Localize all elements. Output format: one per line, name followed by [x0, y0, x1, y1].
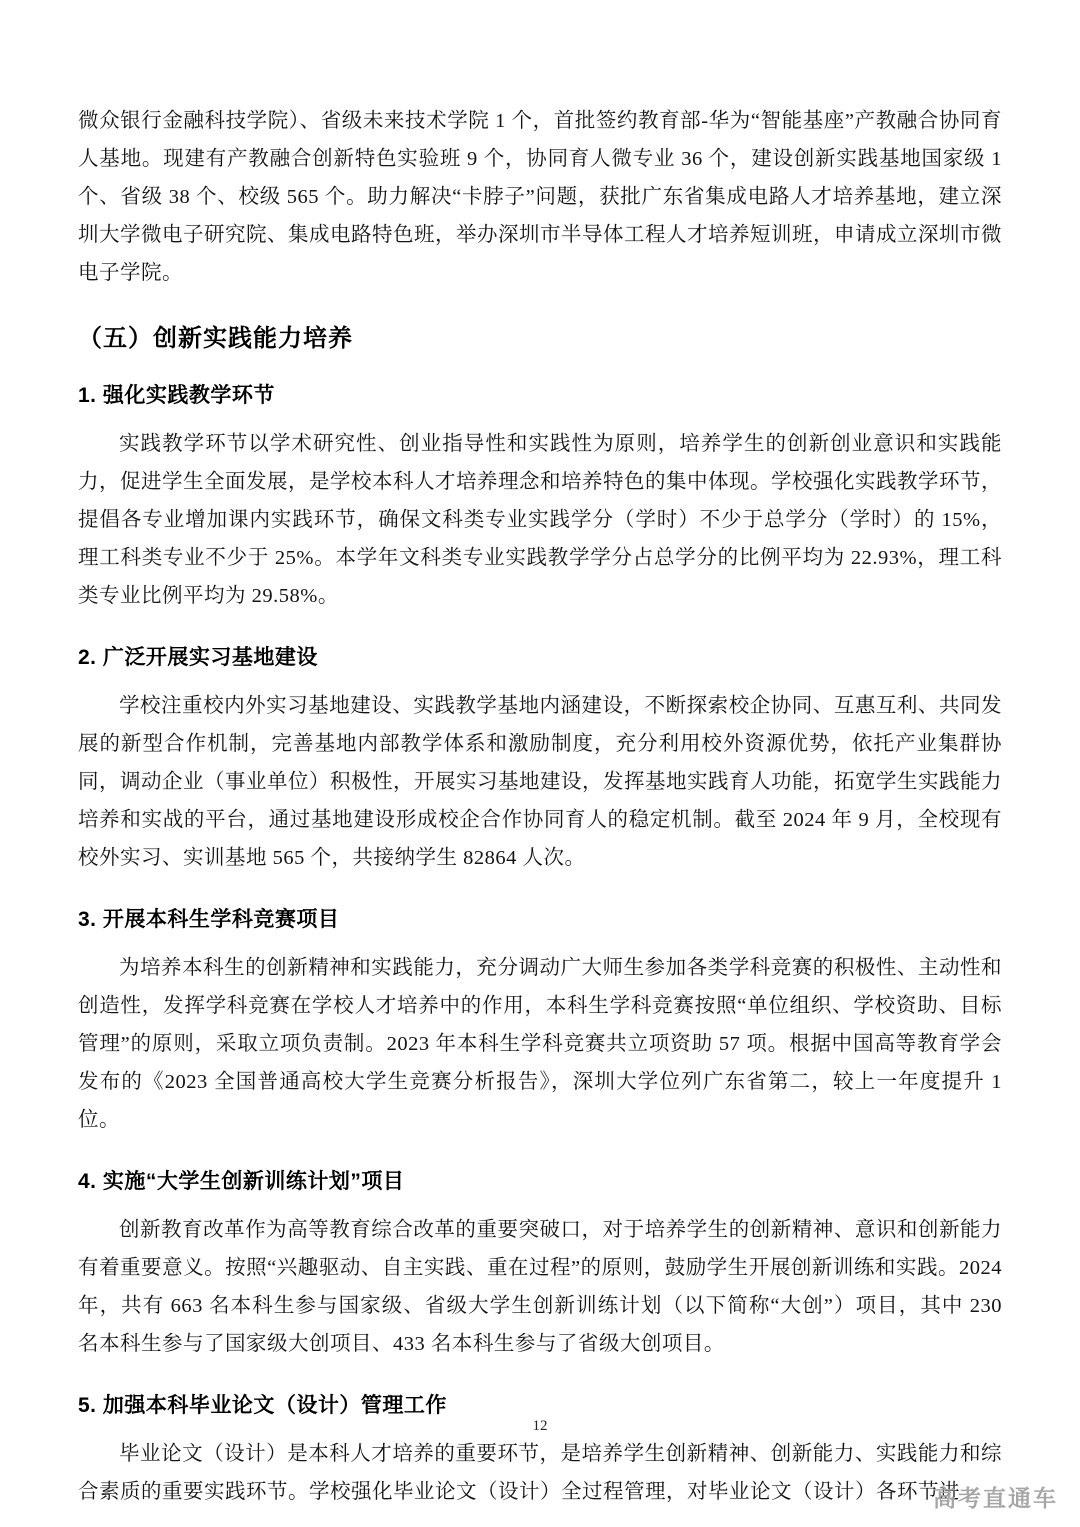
subsection-paragraph-4: 创新教育改革作为高等教育综合改革的重要突破口，对于培养学生的创新精神、意识和创新能力有着重要意义。按照“兴趣驱动、自主实践、重在过程”的原则，鼓励学生开展创新训练和实践。2024 年，共有 663 名本科生参与国家级、省级大学生创新训练计划（以下简称“大创”）项目，其中 230 名本科生参与了国家级大创项目、433 名本科生参与了省级大创项目。 — [78, 1219, 1002, 1355]
subsection-heading-2: 2. 广泛开展实习基地建设 — [78, 646, 318, 669]
intro-paragraph: 微众银行金融科技学院）、省级未来技术学院 1 个，首批签约教育部-华为“智能基座”产教融合协同育人基地。现建有产教融合创新特色实验班 9 个，协同育人微专业 36 个，建设创新实践基地国家级 1 个、省级 38 个、校级 565 个。助力解决“卡脖子”问题，获批广东省集成电路人才培养基地，建立深圳大学微电子研究院、集成电路特色班，举办深圳市半导体工程人才培养短训班，申请成立深圳市微电子学院。 — [78, 110, 1002, 284]
subsection-heading-5: 5. 加强本科毕业论文（设计）管理工作 — [78, 1394, 447, 1417]
page-number: 12 — [532, 1418, 548, 1434]
subsection-paragraph-3: 为培养本科生的创新精神和实践能力，充分调动广大师生参加各类学科竞赛的积极性、主动性和创造性，发挥学科竞赛在学校人才培养中的作用，本科生学科竞赛按照“单位组织、学校资助、目标管理”的原则，采取立项负责制。2023 年本科生学科竞赛共立项资助 57 项。根据中国高等教育学会发布的《2023 全国普通高校大学生竞赛分析报告》，深圳大学位列广东省第二，较上一年度提升 1 位。 — [78, 957, 1002, 1131]
watermark: 高考直通车 — [933, 1485, 1058, 1511]
subsection-heading-4: 4. 实施“大学生创新训练计划”项目 — [78, 1170, 405, 1193]
subsection-paragraph-2: 学校注重校内外实习基地建设、实践教学基地内涵建设，不断探索校企协同、互惠互利、共同发展的新型合作机制，完善基地内部教学体系和激励制度，充分利用校外资源优势，依托产业集群协同，调动企业（事业单位）积极性，开展实习基地建设，发挥基地实践育人功能，拓宽学生实践能力培养和实战的平台，通过基地建设形成校企合作协同育人的稳定机制。截至 2024 年 9 月，全校现有校外实习、实训基地 565 个，共接纳学生 82864 人次。 — [78, 695, 1002, 869]
subsection-heading-3: 3. 开展本科生学科竞赛项目 — [78, 908, 340, 931]
section-heading: （五）创新实践能力培养 — [78, 325, 353, 352]
subsection-paragraph-1: 实践教学环节以学术研究性、创业指导性和实践性为原则，培养学生的创新创业意识和实践能力，促进学生全面发展，是学校本科人才培养理念和培养特色的集中体现。学校强化实践教学环节，提倡各专业增加课内实践环节，确保文科类专业实践学分（学时）不少于总学分（学时）的 15%，理工科类专业不少于 25%。本学年文科类专业实践教学学分占总学分的比例平均为 22.93%，理工科类专业比例平均为 29.58%。 — [78, 433, 1002, 607]
subsection-paragraph-5: 毕业论文（设计）是本科人才培养的重要环节，是培养学生创新精神、创新能力、实践能力和综合素质的重要实践环节。学校强化毕业论文（设计）全过程管理，对毕业论文（设计）各环节进 — [78, 1443, 1002, 1503]
subsection-heading-1: 1. 强化实践教学环节 — [78, 384, 275, 407]
